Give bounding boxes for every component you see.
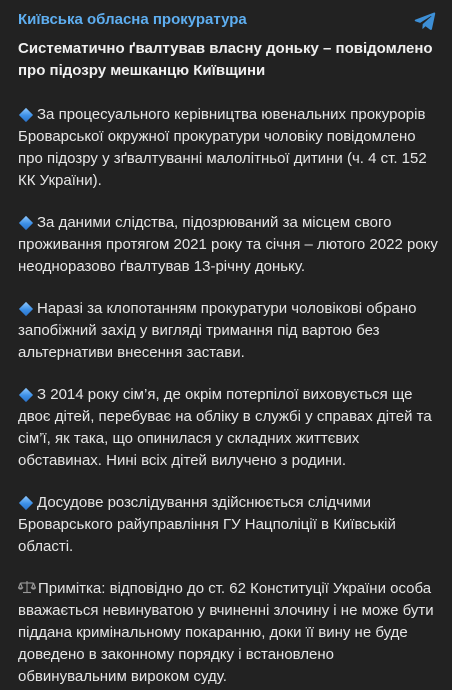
telegram-icon[interactable] <box>414 11 436 31</box>
channel-name[interactable]: Київська обласна прокуратура <box>18 11 247 28</box>
post-paragraph-5 <box>18 492 438 558</box>
post-paragraph-3 <box>18 298 438 364</box>
small-blue-diamond-icon <box>19 301 33 315</box>
post-paragraph-1 <box>18 104 438 192</box>
small-blue-diamond-icon <box>19 107 33 121</box>
small-blue-diamond-icon <box>19 387 33 401</box>
paragraph-text: З 2014 року сім’я, де окрім потерпілої виховується ще двоє дітей, перебуває на обліку в службі у справах дітей та сім’ї, як така, що опинилася у складних життєвих обставинах. Нині всіх дітей вилучено з родини. <box>18 386 432 469</box>
paragraph-text: Наразі за клопотанням прокуратури чоловікові обрано запобіжний захід у вигляді тримання під вартою без альтернативи внесення застави. <box>18 300 417 361</box>
small-blue-diamond-icon <box>19 215 33 229</box>
post-title: Систематично ґвалтував власну доньку – повідомлено про підозру мешканцю Київщини <box>18 40 433 79</box>
post-paragraph-2 <box>18 212 438 278</box>
post-paragraph-note <box>18 578 438 688</box>
paragraph-text: За даними слідства, підозрюваний за місцем свого проживання протягом 2021 року та січня – лютого 2022 року неодноразово ґвалтував 13-річну доньку. <box>18 214 438 275</box>
paragraph-text: Досудове розслідування здійснюється слідчими Броварського райуправління ГУ Нацполіції в Київській області. <box>18 494 396 555</box>
post-header <box>18 9 438 31</box>
paragraph-text: Примітка: відповідно до ст. 62 Конституції України особа вважається невинуватою у вчиненні злочину і не може бути піддана кримінальному покаранню, доки її вину не буде доведено в законному порядку і встановлено обвинувальним вироком суду. <box>18 580 434 685</box>
balance-scale-icon <box>18 580 36 594</box>
post-paragraph-4 <box>18 384 438 472</box>
small-blue-diamond-icon <box>19 495 33 509</box>
paragraph-text: За процесуального керівництва ювенальних прокурорів Броварської окружної прокуратури чоловіку повідомлено про підозру у зґвалтуванні малолітньої дитини (ч. 4 ст. 152 КК України). <box>18 106 427 189</box>
